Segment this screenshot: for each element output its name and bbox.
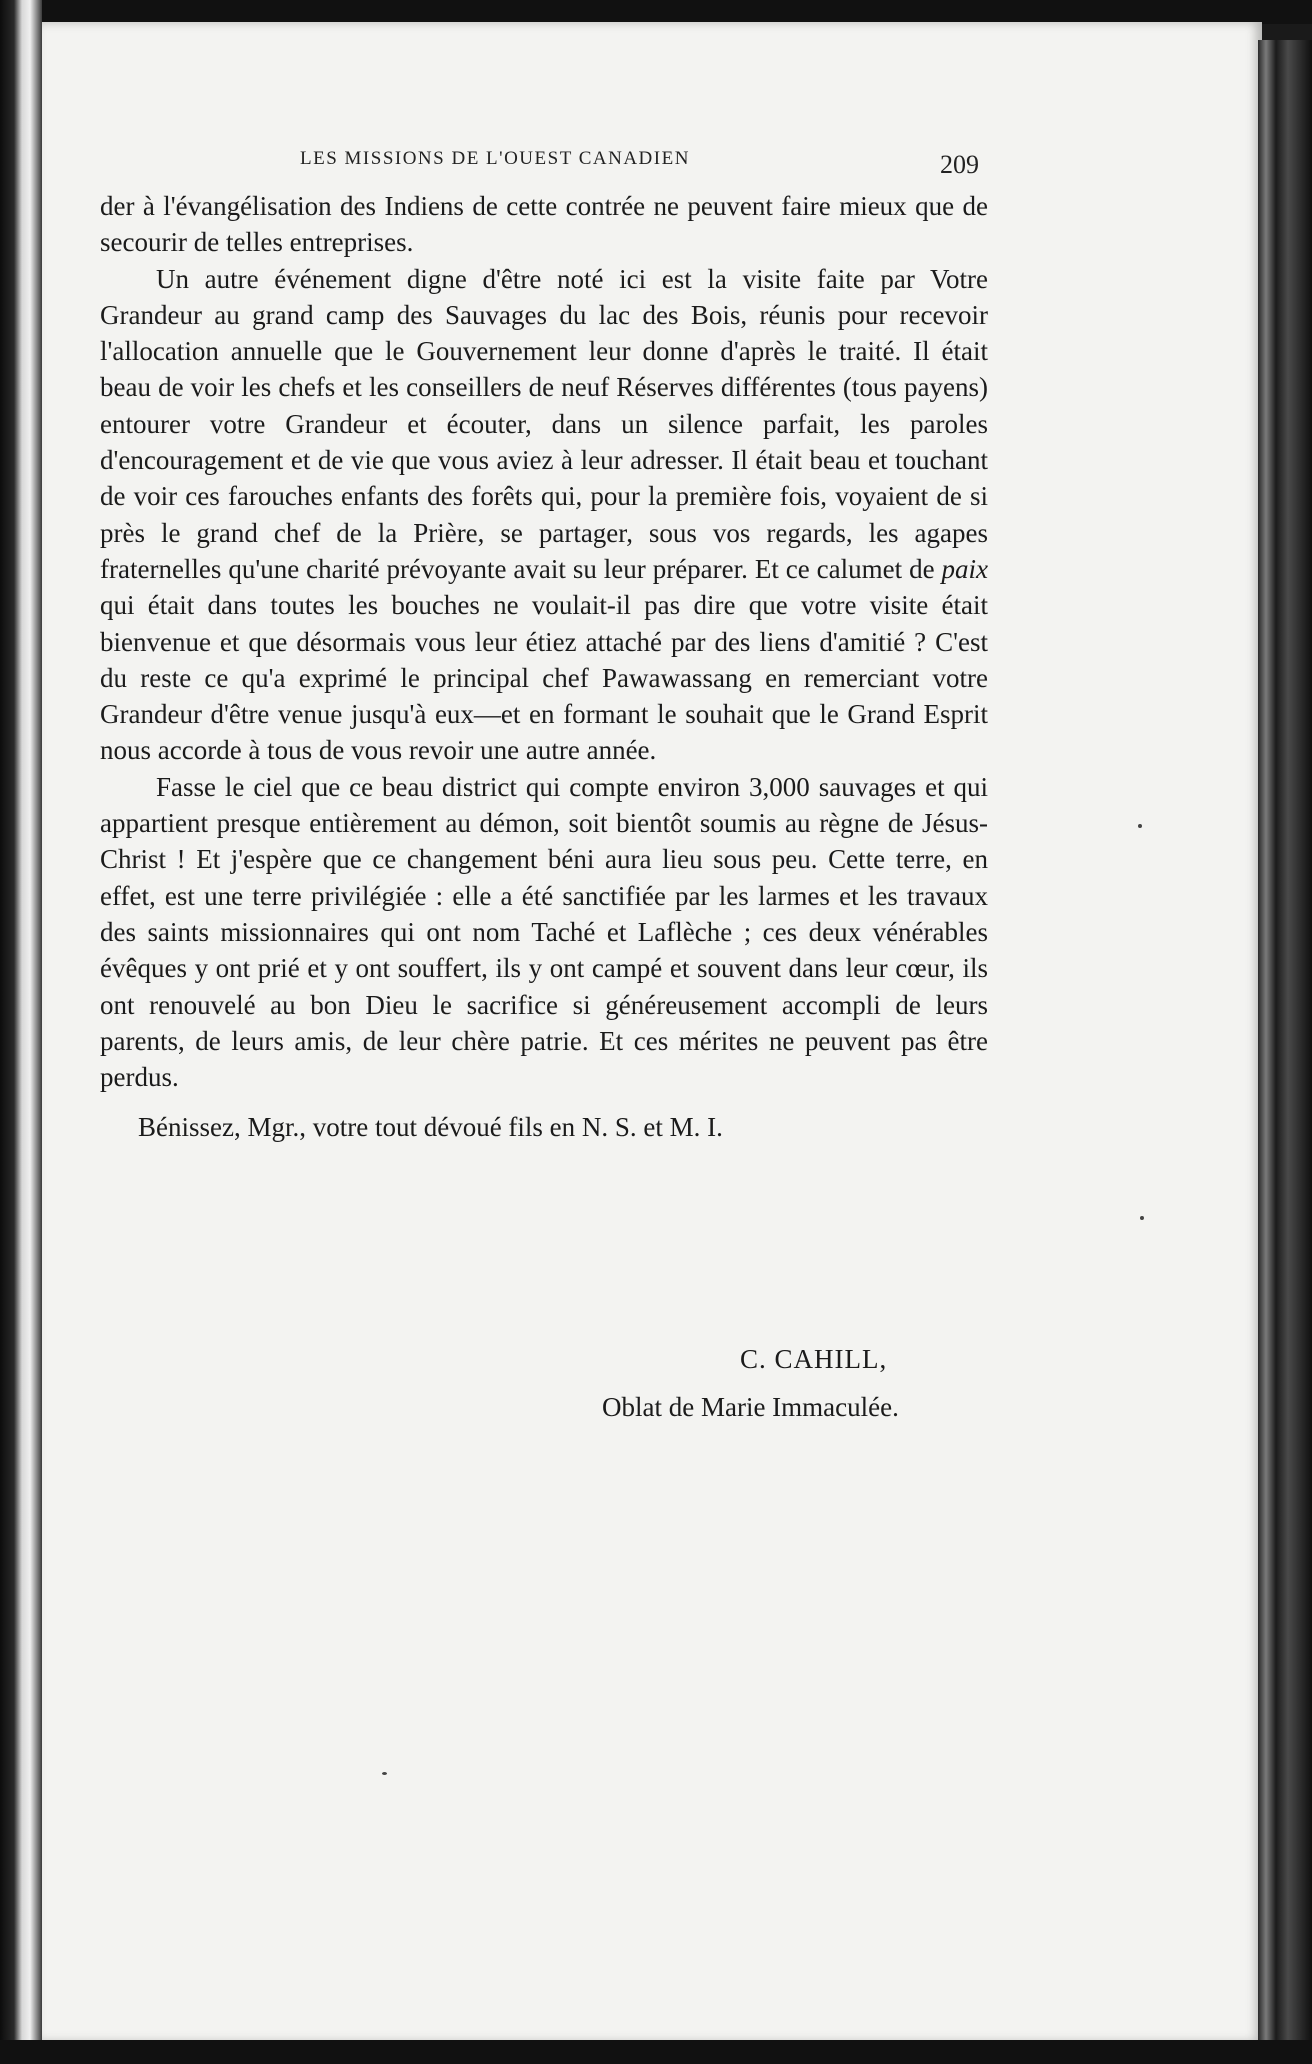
paragraph-2-part-2: qui était dans toutes les bouches ne voulait-il pas dire que votre visite était bienvenue et que désormais vous leur étiez attaché par des liens d'amitié ? C'est du reste ce qu'a exprimé le principal chef Pawawassang en remerciant votre Grandeur d'être venue jusqu'à eux—et en formant le souhait que le Grand Esprit nous accorde à tous de vous revoir une autre année. — [100, 590, 988, 766]
scan-speck — [1138, 824, 1142, 828]
body-text — [100, 188, 988, 1146]
scan-bottom-border — [0, 2040, 1312, 2064]
signature-name: C. CAHILL, — [740, 1344, 888, 1374]
italic-word: paix — [941, 553, 988, 584]
scan-speck — [1140, 1216, 1144, 1220]
running-title: LES MISSIONS DE L'OUEST CANADIEN — [300, 148, 690, 169]
scan-speck — [382, 1772, 387, 1775]
scan-left-border — [0, 0, 42, 2064]
scan-top-border — [0, 0, 1312, 24]
book-gutter-edge — [1258, 40, 1312, 2064]
paragraph-1: der à l'évangélisation des Indiens de cette contrée ne peuvent faire mieux que de secourir de telles entreprises. — [100, 191, 988, 258]
paragraph-2-part-1: Un autre événement digne d'être noté ici est la visite faite par Votre Grandeur au grand camp des Sauvages du lac des Bois, réunis pour recevoir l'allocation annuelle que le Gouvernement leur donne d'après le traité. Il était beau de voir les chefs et les conseillers de neuf Réserves différentes (tous payens) entourer votre Grandeur et écouter, dans un silence parfait, les paroles d'encouragement et de vie que vous aviez à leur adresser. Il était beau et touchant de voir ces farouches enfants des forêts qui, pour la première fois, voyaient de si près le grand chef de la Prière, se partager, sous vos regards, les agapes fraternelles qu'une charité prévoyante avait su leur préparer. Et ce calumet de — [100, 263, 988, 584]
closing-line: Bénissez, Mgr., votre tout dévoué fils en N. S. et M. I. — [138, 1112, 723, 1143]
signature-title: Oblat de Marie Immaculée. — [602, 1392, 899, 1422]
paragraph-2 — [100, 261, 988, 769]
paragraph-3: Fasse le ciel que ce beau district qui compte environ 3,000 sauvages et qui appartient presque entièrement au démon, soit bientôt soumis au règne de Jésus-Christ ! Et j'espère que ce changement béni aura lieu sous peu. Cette terre, en effet, est une terre privilégiée : elle a été sanctifiée par les larmes et les travaux des saints missionnaires qui ont nom Taché et Laflèche ; ces deux vénérables évêques y ont prié et y ont souffert, ils y ont campé et souvent dans leur cœur, ils ont renouvelé au bon Dieu le sacrifice si généreusement accompli de leurs parents, de leurs amis, de leur chère patrie. Et ces mérites ne peuvent pas être perdus. — [100, 771, 988, 1093]
page-number: 209 — [940, 150, 979, 179]
